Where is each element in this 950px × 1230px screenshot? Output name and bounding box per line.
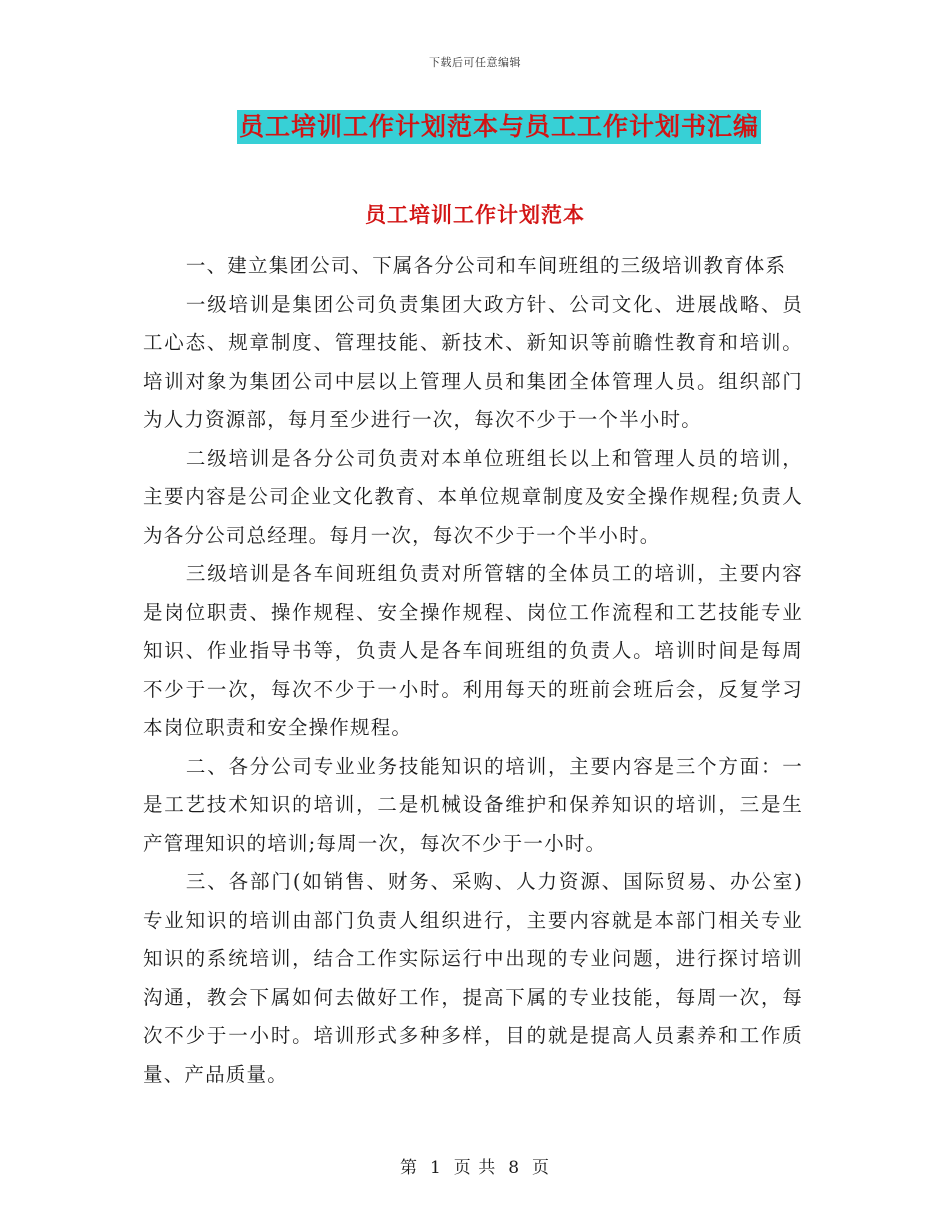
header-note: 下载后可任意编辑 [429,56,521,69]
footer-middle: 页 共 [453,1158,497,1178]
paragraph: 三、各部门(如销售、财务、采购、人力资源、国际贸易、办公室)专业知识的培训由部门负责人组织进行，主要内容就是本部门相关专业知识的系统培训，结合工作实际运行中出现的专业问题，进行探讨培训沟通，教会下属如何去做好工作，提高下属的专业技能，每周一次，每次不少于一小时。培训形式多种多样，目的就是提高人员素养和工作质量、产品质量。 [143,870,803,1086]
page-footer [0,1153,950,1178]
paragraph: 三级培训是各车间班组负责对所管辖的全体员工的培训，主要内容是岗位职责、操作规程、安全操作规程、岗位工作流程和工艺技能专业知识、作业指导书等，负责人是各车间班组的负责人。培训时间是每周不少于一次，每次不少于一小时。利用每天的班前会班后会，反复学习本岗位职责和安全操作规程。 [143,562,803,739]
document-title-container [0,110,950,144]
footer-suffix: 页 [532,1158,551,1178]
paragraph: 二、各分公司专业业务技能知识的培训，主要内容是三个方面：一是工艺技术知识的培训，二是机械设备维护和保养知识的培训，三是生产管理知识的培训;每周一次，每次不少于一小时。 [143,754,803,855]
paragraph: 一、建立集团公司、下属各分公司和车间班组的三级培训教育体系 [185,254,787,277]
paragraph: 二级培训是各分公司负责对本单位班组长以上和管理人员的培训，主要内容是公司企业文化教育、本单位规章制度及安全操作规程;负责人为各分公司总经理。每月一次，每次不少于一个半小时。 [143,446,803,547]
footer-prefix: 第 [399,1158,418,1178]
document-body [143,247,803,1094]
section-title: 员工培训工作计划范本 [365,202,585,227]
paragraph: 一级培训是集团公司负责集团大政方针、公司文化、进展战略、员工心态、规章制度、管理技能、新技术、新知识等前瞻性教育和培训。培训对象为集团公司中层以上管理人员和集团全体管理人员。组织部门为人力资源部，每月至少进行一次，每次不少于一个半小时。 [143,292,803,431]
current-page-number: 1 [429,1158,442,1178]
document-title: 员工培训工作计划范本与员工工作计划书汇编 [237,110,761,144]
total-pages-number: 8 [508,1158,521,1178]
